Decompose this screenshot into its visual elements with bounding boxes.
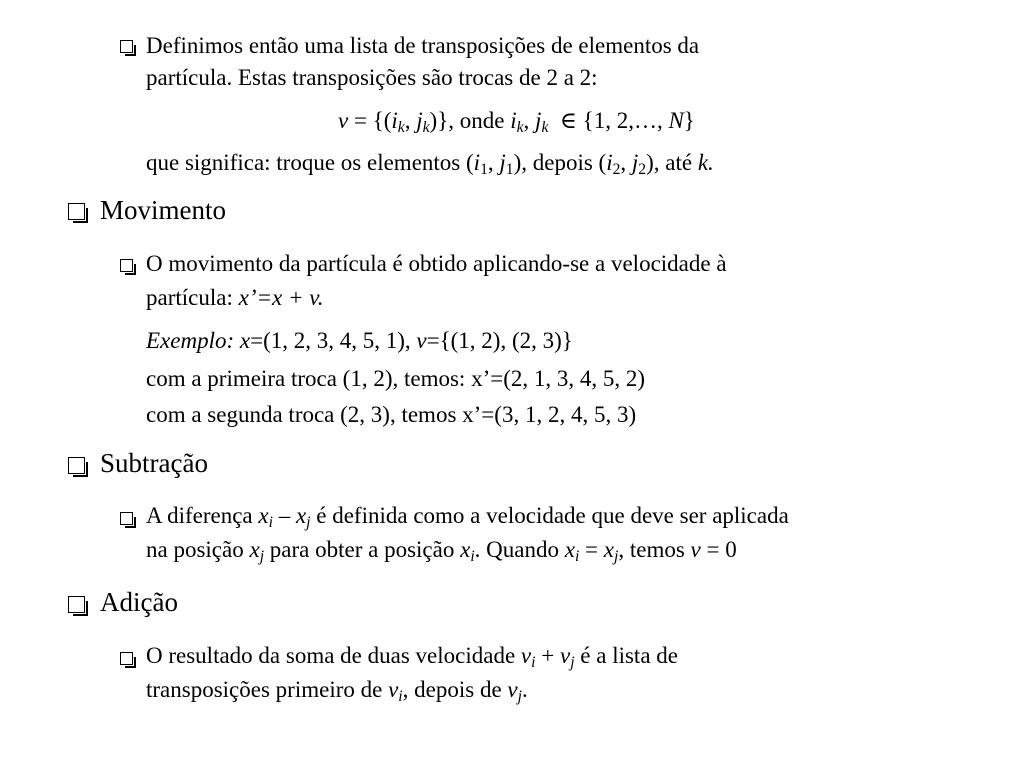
subtracao-heading: Subtração: [100, 448, 208, 478]
bullet-box-icon: [120, 512, 133, 525]
bullet-box-icon: [68, 457, 85, 474]
adicao-line-1: O resultado da soma de duas velocidade $v_i + v_j$ é a lista de: [146, 643, 678, 671]
subtracao-line-1: A diferença $x_i - x_j$ é definida como a velocidade que deve ser aplicada: [146, 503, 789, 531]
transposicoes-line-2: partícula. Estas transposições são trocas de 2 a 2:: [146, 65, 598, 90]
bullet-box-icon: [120, 652, 133, 665]
bullet-box-icon: [68, 203, 85, 220]
movimento-example: Exemplo: x=(1, 2, 3, 4, 5, 1), v={(1, 2), (2, 3)}: [146, 328, 573, 353]
bullet-box-icon: [120, 40, 133, 53]
movimento-second-swap: com a segunda troca (2, 3), temos x’=(3, 1, 2, 4, 5, 3): [146, 402, 637, 427]
bullet-box-icon: [120, 259, 133, 272]
subtracao-line-2: na posição $x_j$ para obter a posição $x_i$. Quando $x_i = x_j$, temos v = 0: [146, 537, 737, 565]
movimento-line-2: partícula: x’=x + v.: [146, 285, 324, 310]
transposicoes-line-1: Definimos então uma lista de transposições de elementos da: [146, 33, 700, 58]
transposicoes-meaning: que significa: troque os elementos ($i_1$, $j_1$), depois ($i_2$, $j_2$), até k.: [146, 150, 714, 178]
transposicoes-formula: $v = \{(i_k$, $j_k$)}, onde $i_k$, $j_k$ ∈ {1, 2,…, N}: [338, 108, 695, 136]
movimento-first-swap: com a primeira troca (1, 2), temos: x’=(2, 1, 3, 4, 5, 2): [146, 366, 646, 391]
movimento-heading: Movimento: [100, 195, 226, 225]
adicao-line-2: transposições primeiro de $v_i$, depois de $v_j$.: [146, 677, 528, 705]
bullet-box-icon: [68, 596, 85, 613]
movimento-line-1: O movimento da partícula é obtido aplicando-se a velocidade à: [146, 251, 727, 276]
adicao-heading: Adição: [100, 587, 178, 617]
